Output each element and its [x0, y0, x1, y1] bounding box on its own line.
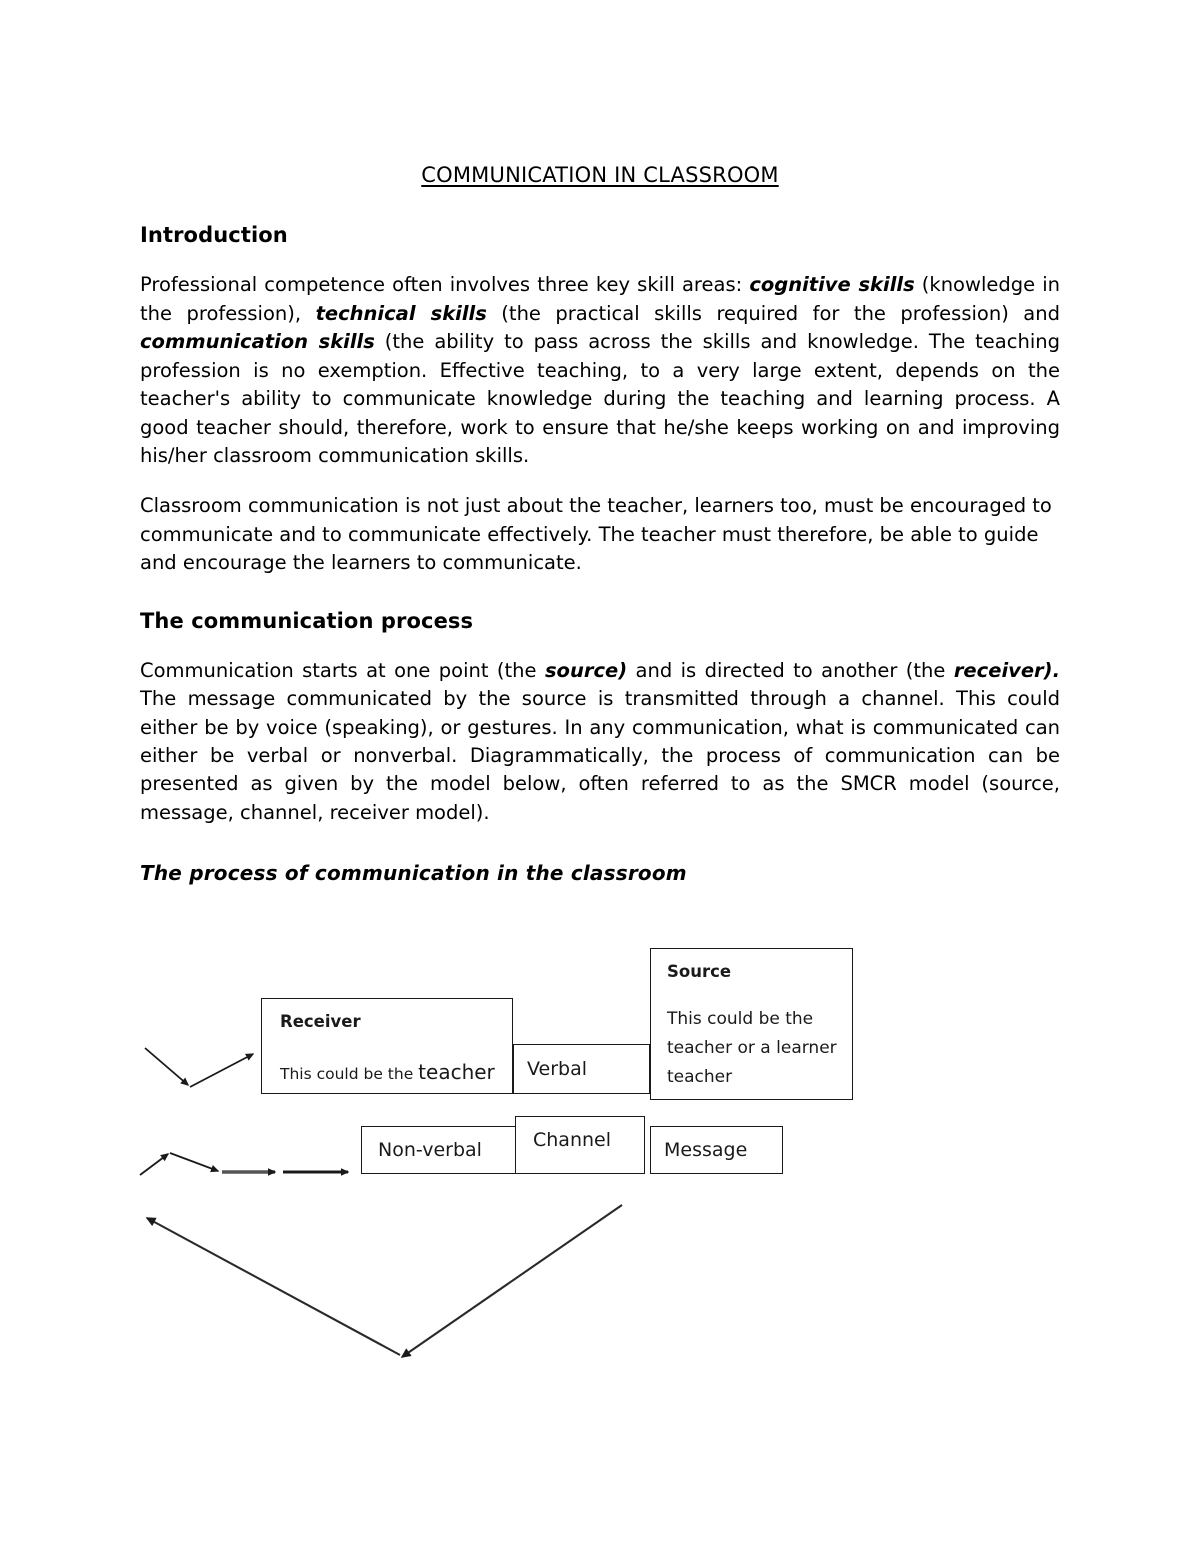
box-nonverbal-label: Non-verbal: [378, 1139, 482, 1161]
intro-text-c: (knowledge in the profession),: [140, 273, 1060, 325]
paragraph-intro-1: [140, 249, 1060, 470]
box-source-line2: teacher or a learner: [667, 1038, 837, 1058]
box-channel-label: Channel: [533, 1129, 612, 1151]
arrow-nonverbal-inbound: [140, 1153, 348, 1175]
page-title: [140, 0, 1060, 188]
box-verbal-label: Verbal: [527, 1058, 588, 1080]
process-text-e: The message communicated by the source is transmitted through a channel. This could either be by voice (speaking), or gestures. In any communication, what is communicated can either be verbal or nonverbal. Diagrammatically, the process of communication can be presented as given by the model below, often referred to as the SMCR model (source, message, channel, receiver model).: [140, 687, 1060, 824]
heading-introduction: Introduction: [140, 223, 288, 248]
box-receiver-body: [280, 1060, 495, 1084]
communication-process-diagram: [0, 930, 1200, 1430]
term-receiver: receiver).: [953, 658, 1060, 682]
diagram-arrows-layer: [0, 930, 1200, 1430]
arrow-feedback-left: [147, 1218, 400, 1355]
page-title-text: COMMUNICATION IN CLASSROOM: [421, 163, 779, 187]
term-cognitive-skills: cognitive skills: [749, 273, 915, 297]
term-source: source): [544, 658, 628, 682]
box-source-line3: teacher: [667, 1067, 733, 1087]
intro-text-a: Professional competence often involves three key skill areas:: [140, 273, 750, 297]
box-source-title: Source: [667, 962, 732, 981]
heading-communication-process: The communication process: [140, 608, 474, 633]
box-receiver-title: Receiver: [280, 1012, 361, 1031]
term-technical-skills: technical skills: [315, 301, 487, 325]
paragraph-process-1: [140, 635, 1060, 827]
term-communication-skills: communication skills: [140, 330, 375, 354]
document-body: [140, 0, 1060, 886]
arrow-receiver-inbound: [145, 1048, 253, 1087]
box-receiver-body-small: This could be the: [280, 1065, 419, 1083]
process-text-c: and is directed to another (the: [627, 658, 954, 682]
heading-figure: The process of communication in the classroom: [140, 861, 687, 886]
box-receiver-body-big: teacher: [418, 1060, 495, 1084]
box-message-label: Message: [664, 1139, 748, 1161]
box-source-line1: This could be the: [667, 1009, 814, 1029]
process-text-a: Communication starts at one point (the: [140, 658, 545, 682]
intro-text-g: (the ability to pass across the skills and knowledge. The teaching profession is no exemption. Effective teaching, to a very large extent, depends on the teacher's ability to communicate knowledge during the teaching and learning process. A good teacher should, therefore, work to ensure that he/she keeps working on and improving his/her classroom communication skills.: [140, 330, 1060, 467]
arrow-feedback-right: [402, 1205, 622, 1357]
paragraph-intro-2: Classroom communication is not just about the teacher, learners too, must be encouraged to communicate and to communicate effectively. The teacher must therefore, be able to guide and encourage the learners to communicate.: [140, 494, 1052, 575]
intro-text-e: (the practical skills required for the profession) and: [486, 301, 1060, 325]
